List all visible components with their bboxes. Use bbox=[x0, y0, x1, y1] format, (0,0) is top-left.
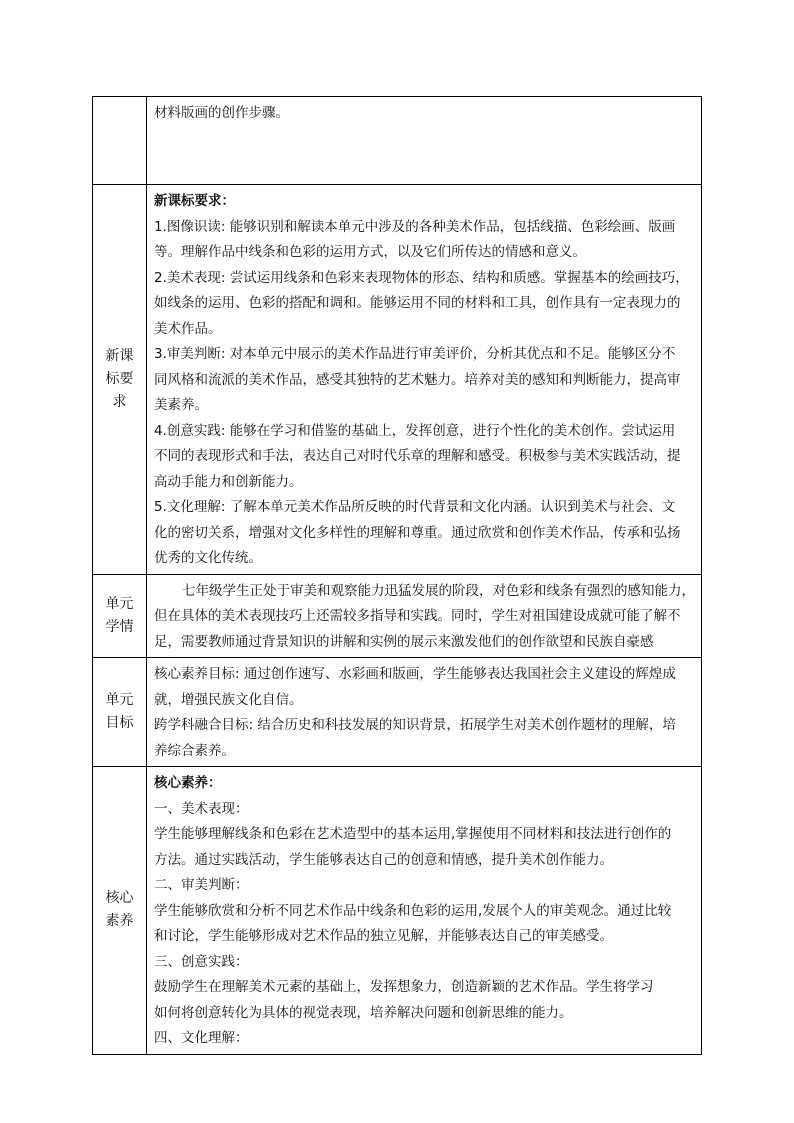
row-content-unit-objectives bbox=[147, 658, 702, 767]
text-line: 学生能够欣赏和分析不同艺术作品中线条和色彩的运用,发展个人的审美观念。通过比较 bbox=[154, 902, 672, 919]
text-line: 方法。通过实践活动，学生能够表达自己的创意和情感，提升美术创作能力。 bbox=[154, 851, 613, 868]
text-line: 如何将创意转化为具体的视觉表现，培养解决问题和创新思维的能力。 bbox=[154, 1004, 573, 1021]
row-content-curriculum bbox=[147, 185, 702, 575]
label-line: 标要 bbox=[105, 370, 134, 387]
row-label-student-analysis bbox=[93, 574, 147, 658]
text-line: 1.图像识读: 能够识别和解读本单元中涉及的各种美术作品，包括线描、色彩绘画、版画 bbox=[154, 218, 676, 235]
text-line: 二、审美判断： bbox=[154, 877, 249, 893]
label-line: 单元 bbox=[105, 595, 134, 612]
row-label-unit-objectives bbox=[93, 658, 147, 767]
text-line: 如线条的运用、色彩的搭配和调和。能够运用不同的材料和工具，创作具有一定表现力的 bbox=[154, 295, 681, 311]
text-line: 足，需要教师通过背景知识的讲解和实例的展示来激发他们的创作欲望和民族自豪感 bbox=[154, 633, 654, 650]
section-heading: 核心素养： bbox=[154, 775, 222, 791]
text-line: 3.审美判断: 对本单元中展示的美术作品进行审美评价，分析其优点和不足。能够区分不 bbox=[154, 346, 676, 362]
table-row-materials bbox=[93, 97, 702, 185]
text-line: 2.美术表现: 尝试运用线条和色彩来表现物体的形态、结构和质感。掌握基本的绘画技巧， bbox=[154, 269, 689, 286]
label-line: 素养 bbox=[105, 913, 134, 930]
text-line: 就，增强民族文化自信。 bbox=[154, 691, 303, 708]
text-line: 一、美术表现： bbox=[154, 800, 249, 817]
label-line: 单元 bbox=[105, 692, 134, 708]
table-row-student-analysis bbox=[93, 574, 702, 658]
text-line: 4.创意实践: 能够在学习和借鉴的基础上，发挥创意，进行个性化的美术创作。尝试运用 bbox=[154, 422, 676, 439]
label-line: 求 bbox=[112, 393, 127, 410]
text-line: 材料版画的创作步骤。 bbox=[154, 105, 289, 121]
text-line: 同风格和流派的美术作品，感受其独特的艺术魅力。培养对美的感知和判断能力，提高审 bbox=[154, 371, 681, 388]
row-content-materials bbox=[147, 97, 702, 185]
row-label-curriculum bbox=[93, 185, 147, 575]
text-line: 核心素养目标: 通过创作速写、水彩画和版画，学生能够表达我国社会主义建设的辉煌成 bbox=[154, 666, 676, 682]
label-line: 新课 bbox=[105, 347, 134, 364]
text-line: 高动手能力和创新能力。 bbox=[154, 473, 303, 490]
text-line: 5.文化理解: 了解本单元美术作品所反映的时代背景和文化内涵。认识到美术与社会、文 bbox=[154, 499, 676, 515]
text-line: 四、文化理解： bbox=[154, 1030, 249, 1046]
table-row-core-competencies bbox=[93, 767, 702, 1055]
row-label-core-competencies bbox=[93, 767, 147, 1055]
text-line: 学生能够理解线条和色彩在艺术造型中的基本运用,掌握使用不同材料和技法进行创作的 bbox=[154, 826, 672, 842]
row-content-core-competencies bbox=[147, 767, 702, 1055]
text-line: 养综合素养。 bbox=[154, 742, 235, 759]
text-line: 三、创意实践： bbox=[154, 953, 249, 970]
text-line: 和讨论，学生能够形成对艺术作品的独立见解，并能够表达自己的审美感受。 bbox=[154, 928, 613, 944]
lesson-plan-table bbox=[92, 96, 702, 1055]
row-label-empty bbox=[93, 97, 147, 185]
text-line: 不同的表现形式和手法，表达自己对时代乐章的理解和感受。积极参与美术实践活动，提 bbox=[154, 448, 681, 464]
label-line: 目标 bbox=[105, 715, 134, 731]
table-row-curriculum-requirements bbox=[93, 185, 702, 575]
row-content-student-analysis bbox=[147, 574, 702, 658]
text-line: 美素养。 bbox=[154, 397, 208, 413]
table-row-unit-objectives bbox=[93, 658, 702, 767]
label-line: 核心 bbox=[105, 890, 134, 907]
text-line: 但在具体的美术表现技巧上还需较多指导和实践。同时，学生对祖国建设成就可能了解不 bbox=[154, 608, 681, 624]
text-line: 优秀的文化传统。 bbox=[154, 550, 262, 566]
label-line: 学情 bbox=[105, 618, 134, 635]
text-line: 美术作品。 bbox=[154, 320, 222, 337]
text-line: 鼓励学生在理解美术元素的基础上，发挥想象力，创造新颖的艺术作品。学生将学习 bbox=[154, 979, 654, 995]
text-line: 跨学科融合目标: 结合历史和科技发展的知识背景，拓展学生对美术创作题材的理解，培 bbox=[154, 717, 676, 733]
section-heading: 新课标要求： bbox=[154, 193, 235, 209]
text-line: 等。理解作品中线条和色彩的运用方式，以及它们所传达的情感和意义。 bbox=[154, 244, 586, 260]
text-line: 七年级学生正处于审美和观察能力迅猛发展的阶段，对色彩和线条有强烈的感知能力， bbox=[182, 582, 695, 599]
text-line: 化的密切关系，增强对文化多样性的理解和尊重。通过欣赏和创作美术作品，传承和弘扬 bbox=[154, 524, 681, 541]
